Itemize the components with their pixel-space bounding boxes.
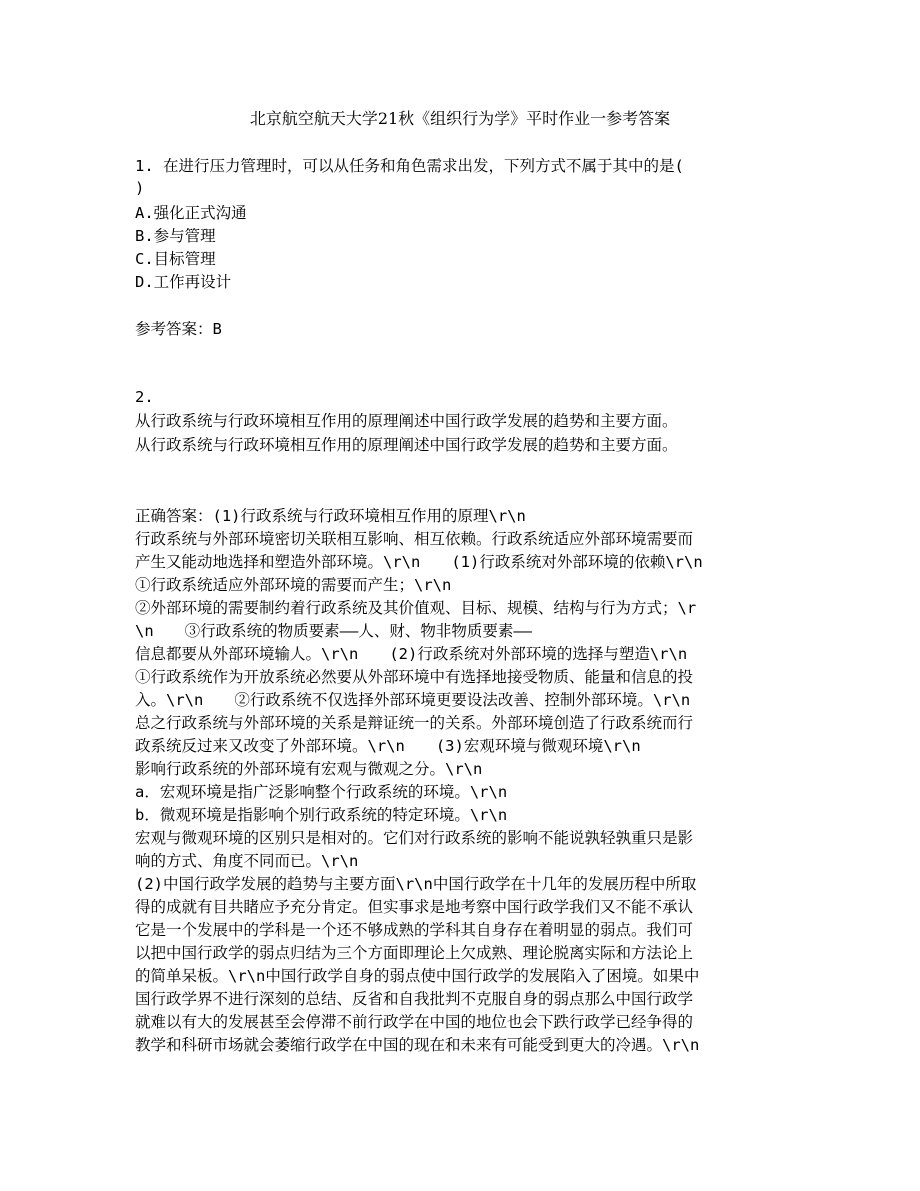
- document-title: 北京航空航天大学21秋《组织行为学》平时作业一参考答案: [249, 109, 671, 128]
- answer-line: 以把中国行政学的弱点归结为三个方面即理论上欠成熟、理论脱离实际和方法论上: [135, 944, 694, 962]
- answer-line: 影响行政系统的外部环境有宏观与微观之分。\r\n: [135, 760, 483, 778]
- answer-line: 响的方式、角度不同而已。\r\n: [135, 852, 359, 870]
- answer-line: 信息都要从外部环境输人。\r\n (2)行政系统对外部环境的选择与塑造\r\n: [135, 645, 688, 663]
- option-d: D.工作再设计: [135, 273, 232, 291]
- answer-line: 产生又能动地选择和塑造外部环境。\r\n (1)行政系统对外部环境的依赖\r\n: [135, 553, 703, 571]
- answer-line: 它是一个发展中的学科是一个还不够成熟的学科其自身存在着明显的弱点。我们可: [135, 921, 694, 939]
- answer-line: 得的成就有目共睹应予充分肯定。但实事求是地考察中国行政学我们又不能不承认: [135, 898, 694, 916]
- answer-line: 国行政学界不进行深刻的总结、反省和自我批判不克服自身的弱点那么中国行政学: [135, 990, 694, 1008]
- question-1-answer: 参考答案：B: [135, 320, 222, 338]
- answer-line: 教学和科研市场就会萎缩行政学在中国的现在和未来有可能受到更大的冷遇。\r\n: [135, 1036, 700, 1054]
- option-a: A.强化正式沟通: [135, 204, 247, 222]
- question-2-stem: 从行政系统与行政环境相互作用的原理阐述中国行政学发展的趋势和主要方面。: [135, 436, 678, 454]
- answer-line: 总之行政系统与外部环境的关系是辩证统一的关系。外部环境创造了行政系统而行: [135, 714, 694, 732]
- answer-line: 的简单呆板。\r\n中国行政学自身的弱点使中国行政学的发展陷入了困境。如果中: [135, 967, 700, 985]
- answer-line: \n ③行政系统的物质要素——人、财、物非物质要素——: [135, 622, 532, 640]
- question-2-number: 2.: [135, 388, 154, 406]
- option-c: C.目标管理: [135, 250, 216, 268]
- answer-line: 入。\r\n ②行政系统不仅选择外部环境更要设法改善、控制外部环境。\r\n: [135, 691, 691, 709]
- answer-line: ①行政系统作为开放系统必然要从外部环境中有选择地接受物质、能量和信息的投: [135, 668, 694, 686]
- answer-line: b．微观环境是指影响个别行政系统的特定环境。\r\n: [135, 806, 508, 824]
- answer-line: 正确答案：(1)行政系统与行政环境相互作用的原理\r\n: [135, 507, 526, 525]
- question-1-stem: 1. 在进行压力管理时，可以从任务和角色需求出发，下列方式不属于其中的是(: [135, 157, 684, 175]
- answer-line: ①行政系统适应外部环境的需要而产生；\r\n: [135, 576, 452, 594]
- question-1-stem-continued: ): [135, 179, 145, 197]
- question-2-stem: 从行政系统与行政环境相互作用的原理阐述中国行政学发展的趋势和主要方面。: [135, 412, 678, 430]
- answer-line: ②外部环境的需要制约着行政系统及其价值观、目标、规模、结构与行为方式；\r: [135, 599, 697, 617]
- answer-line: 宏观与微观环境的区别只是相对的。它们对行政系统的影响不能说孰轻孰重只是影: [135, 829, 694, 847]
- option-b: B.参与管理: [135, 227, 216, 245]
- answer-line: (2)中国行政学发展的趋势与主要方面\r\n中国行政学在十几年的发展历程中所取: [135, 875, 697, 893]
- answer-line: a．宏观环境是指广泛影响整个行政系统的环境。\r\n: [135, 783, 508, 801]
- answer-line: 政系统反过来又改变了外部环境。\r\n (3)宏观环境与微观环境\r\n: [135, 737, 641, 755]
- answer-line: 行政系统与外部环境密切关联相互影响、相互依赖。行政系统适应外部环境需要而: [135, 530, 694, 548]
- answer-line: 就难以有大的发展甚至会停滞不前行政学在中国的地位也会下跌行政学已经争得的: [135, 1013, 694, 1031]
